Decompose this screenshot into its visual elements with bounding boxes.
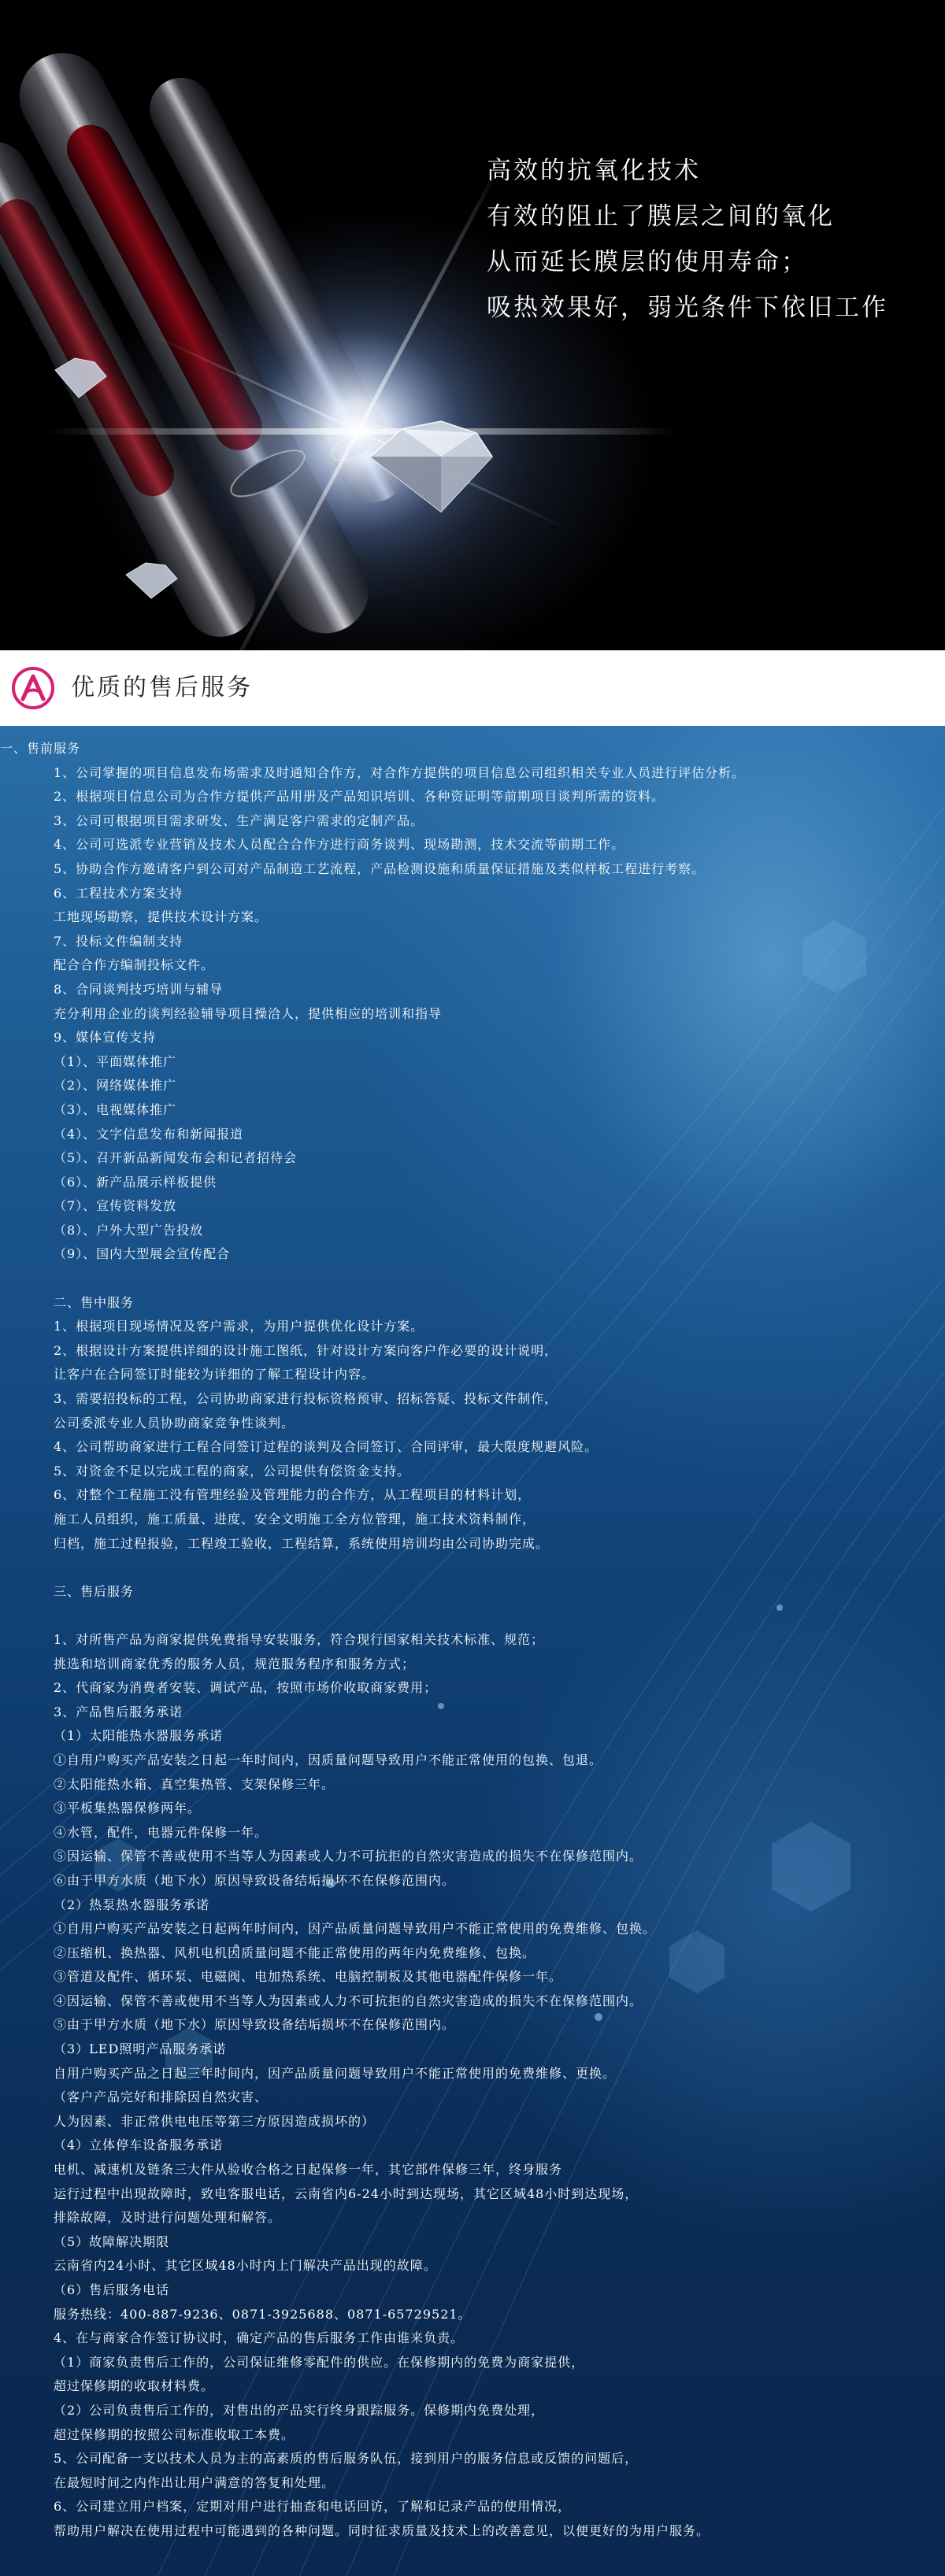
text-line: ③管道及配件、循环泵、电磁阀、电加热系统、电脑控制板及其他电器配件保修一年。: [54, 1969, 563, 1985]
text-line: （2）、网络媒体推广: [54, 1078, 177, 1094]
text-line: 8、合同谈判技巧培训与辅导: [54, 981, 224, 997]
text-line: 充分利用企业的谈判经验辅导项目操洽人，提供相应的培训和指导: [54, 1005, 443, 1021]
section-title: 优质的售后服务: [71, 674, 253, 701]
text-line: 5、对资金不足以完成工程的商家，公司提供有偿资金支持。: [54, 1463, 411, 1479]
text-line: ⑥由于甲方水质（地下水）原因导致设备结垢损坏不在保修范围内。: [54, 1872, 456, 1888]
text-line: 云南省内24小时、其它区域48小时内上门解决产品出现的故障。: [54, 2258, 437, 2274]
text-line: （1）太阳能热水器服务承诺: [54, 1728, 224, 1744]
text-line: 3、需要招投标的工程，公司协助商家进行投标资格预审、招标答疑、投标文件制作，: [54, 1391, 558, 1407]
text-line: 9、媒体宣传支持: [54, 1030, 157, 1046]
text-line: ②太阳能热水箱、真空集热管、支架保修三年。: [54, 1776, 335, 1792]
text-line: ⑤由于甲方水质（地下水）原因导致设备结垢损坏不在保修范围内。: [54, 2017, 456, 2033]
text-line: （4）、文字信息发布和新闻报道: [54, 1126, 244, 1142]
text-line: （6）、新产品展示样板提供: [54, 1174, 217, 1190]
text-line: 施工人员组织，施工质量、进度、安全文明施工全方位管理，施工技术资料制作，: [54, 1512, 536, 1527]
blank-line: [0, 1556, 929, 1580]
hero-line: 从而延长膜层的使用寿命；: [487, 248, 808, 276]
text-line: ①自用户购买产品安装之日起一年时间内，因质量问题导致用户不能正常使用的包换、包退。: [54, 1752, 603, 1767]
hero-banner: [0, 0, 945, 650]
text-line: 3、公司可根据项目需求研发、生产满足客户需求的定制产品。: [54, 812, 424, 828]
letter-a-circle-icon: [11, 666, 55, 710]
text-line: ②压缩机、换热器、风机电机因质量问题不能正常使用的两年内免费维修、包换。: [54, 1945, 536, 1960]
text-line: 公司委派专业人员协助商家竞争性谈判。: [54, 1415, 295, 1430]
text-line: 2、代商家为消费者安装、调试产品，按照市场价收取商家费用；: [54, 1680, 438, 1696]
text-line: ④水管，配件，电器元件保修一年。: [54, 1824, 269, 1840]
text-line: 5、公司配备一支以技术人员为主的高素质的售后服务队伍，接到用户的服务信息或反馈的问题后，: [54, 2451, 639, 2467]
text-line: 三、售后服务: [54, 1583, 135, 1599]
text-line: 自用户购买产品之日起三年时间内，因产品质量问题导致用户不能正常使用的免费维修、更换。: [54, 2065, 617, 2081]
text-line: ③平板集热器保修两年。: [54, 1801, 202, 1816]
text-line: 电机、减速机及链条三大件从验收合格之日起保修一年，其它部件保修三年，终身服务: [54, 2162, 563, 2178]
text-line: 1、公司掌握的项目信息发布场需求及时通知合作方，对合作方提供的项目信息公司组织相关专业人员进行评估分析。: [54, 764, 746, 780]
text-line: 运行过程中出现故障时，致电客服电话，云南省内6-24小时到达现场，其它区域48小时到达现场，: [54, 2186, 639, 2201]
text-line: 帮助用户解决在使用过程中可能遇到的各种问题。同时征求质量及技术上的改善意见，以便更好的为用户服务。: [54, 2522, 710, 2538]
hero-line: 高效的抗氧化技术: [487, 157, 701, 185]
text-line: （6）售后服务电话: [54, 2282, 170, 2297]
text-line: 人为因素、非正常供电电压等第三方原因造成损坏的）: [54, 2113, 376, 2129]
text-line: ⑤因运输、保管不善或使用不当等人为因素或人力不可抗拒的自然灾害造成的损失不在保修范围内。: [54, 1849, 643, 1864]
service-content: [0, 726, 945, 2576]
text-line: 挑选和培训商家优秀的服务人员，规范服务程序和服务方式；: [54, 1656, 416, 1671]
hero-tagline: [487, 148, 928, 331]
text-line: 6、公司建立用户档案，定期对用户进行抽查和电话回访，了解和记录产品的使用情况，: [54, 2499, 572, 2515]
blank-line: [0, 1267, 929, 1291]
text-line: 服务热线：400-887-9236、0871-3925688、0871-65729521。: [54, 2306, 472, 2322]
text-line: 3、产品售后服务承诺: [54, 1704, 183, 1719]
text-line: ④因运输、保管不善或使用不当等人为因素或人力不可抗拒的自然灾害造成的损失不在保修范围内。: [54, 1993, 643, 2008]
text-line: 配合合作方编制投标文件。: [54, 957, 215, 973]
text-line: 2、根据设计方案提供详细的设计施工图纸，针对设计方案向客户作必要的设计说明，: [54, 1342, 558, 1358]
text-line: [0, 2544, 929, 2568]
text-line: 超过保修期的收取材料费。: [54, 2378, 215, 2394]
text-line: 工地现场勘察，提供技术设计方案。: [54, 909, 269, 925]
text-line: 5、协助合作方邀请客户到公司对产品制造工艺流程，产品检测设施和质量保证措施及类似样板工程进行考察。: [54, 861, 706, 876]
text-line: （1）商家负责售后工作的，公司保证维修零配件的供应。在保修期内的免费为商家提供，: [54, 2354, 585, 2370]
text-line: 1、根据项目现场情况及客户需求，为用户提供优化设计方案。: [54, 1319, 424, 1334]
text-line: （4）立体停车设备服务承诺: [54, 2137, 224, 2153]
section-header: [0, 650, 945, 726]
text-line: 4、在与商家合作签订协议时，确定产品的售后服务工作由谁来负责。: [54, 2330, 465, 2346]
text-line: （2）热泵热水器服务承诺: [54, 1897, 210, 1912]
text-line: 一、售前服务: [0, 741, 81, 756]
text-line: [0, 2567, 929, 2576]
text-line: （2）公司负责售后工作的，对售出的产品实行终身跟踪服务。保修期内免费处理，: [54, 2402, 545, 2418]
text-line: 在最短时间之内作出让用户满意的答复和处理。: [54, 2474, 335, 2490]
text-line: （3）、电视媒体推广: [54, 1101, 177, 1117]
text-line: 2、根据项目信息公司为合作方提供产品用册及产品知识培训、各种资证明等前期项目谈判所需的资料。: [54, 789, 665, 805]
blank-line: [0, 1604, 929, 1628]
text-line: （9）、国内大型展会宣传配合: [54, 1246, 231, 1262]
text-line: 让客户在合同签订时能较为详细的了解工程设计内容。: [54, 1367, 376, 1382]
hero-line: 吸热效果好，弱光条件下依旧工作: [487, 294, 888, 322]
text-line: 排除故障，及时进行问题处理和解答。: [54, 2210, 282, 2226]
text-line: （8）、户外大型广告投放: [54, 1222, 204, 1238]
text-line: 4、公司帮助商家进行工程合同签订过程的谈判及合同签订、合同评审，最大限度规避风险。: [54, 1439, 598, 1455]
text-line: 1、对所售产品为商家提供免费指导安装服务，符合现行国家相关技术标准、规范；: [54, 1631, 545, 1647]
text-line: 超过保修期的按照公司标准收取工本费。: [54, 2426, 295, 2442]
text-line: 4、公司可选派专业营销及技术人员配合合作方进行商务谈判、现场勘测，技术交流等前期工作。: [54, 837, 625, 853]
text-line: 7、投标文件编制支持: [54, 933, 183, 949]
text-line: 归档，施工过程报验，工程竣工验收，工程结算，系统使用培训均由公司协助完成。: [54, 1535, 550, 1551]
text-line: ①自用户购买产品安装之日起两年时间内，因产品质量问题导致用户不能正常使用的免费维修、包换。: [54, 1921, 657, 1937]
hero-line: 有效的阻止了膜层之间的氧化: [487, 202, 835, 231]
text-line: 二、售中服务: [54, 1294, 135, 1310]
text-line: （1）、平面媒体推广: [54, 1053, 177, 1069]
text-line: （5）故障解决期限: [54, 2234, 170, 2249]
text-line: （客户产品完好和排除因自然灾害、: [54, 2089, 269, 2105]
text-line: 6、对整个工程施工没有管理经验及管理能力的合作方，从工程项目的材料计划，: [54, 1487, 532, 1503]
service-text: [0, 737, 929, 2576]
text-line: （3）LED照明产品服务承诺: [54, 2041, 227, 2057]
text-line: （7）、宣传资料发放: [54, 1198, 177, 1214]
text-line: （5）、召开新品新闻发布会和记者招待会: [54, 1150, 298, 1166]
text-line: 6、工程技术方案支持: [54, 885, 183, 901]
